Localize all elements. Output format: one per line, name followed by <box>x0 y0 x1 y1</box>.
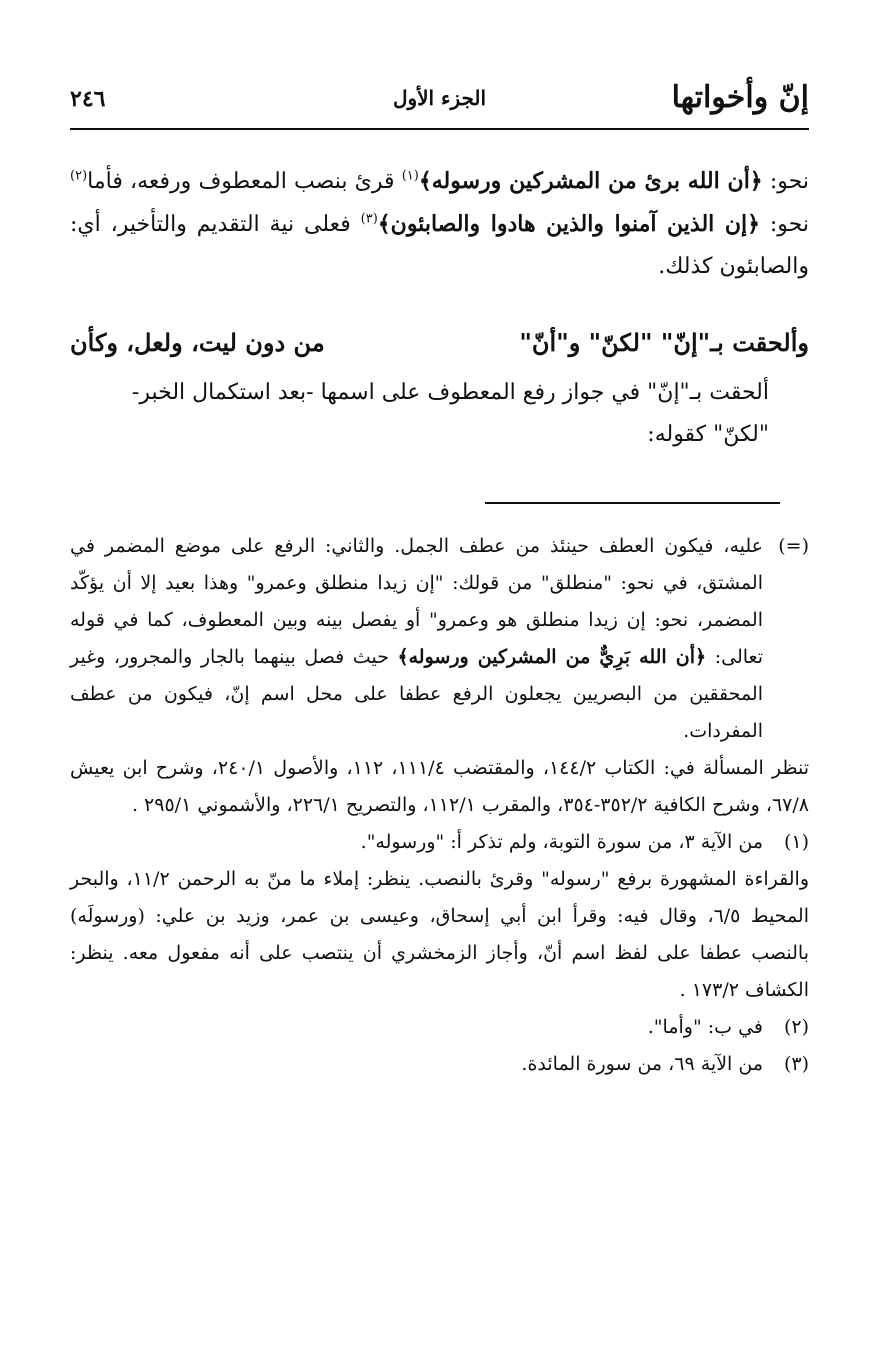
footnote-mark: (٣) <box>783 1053 809 1075</box>
footnote-mark: (١) <box>783 831 809 853</box>
text-run: عليه، فيكون العطف حينئذ من عطف الجمل. والثاني: الرفع على موضع المضمر في المشتق، في نحو: "منطلق" من قولك: "إن زيدا منطلق وعمرو" وهذا بعيد إلا أن يؤكّد المضمر، نحو: إن زيدا منطلق هو وعمرو" أو يفصل بينه وبين المعطوف، كما في قوله تعالى: <box>70 535 763 668</box>
footnote-body: من الآية ٦٩، من سورة المائدة. <box>521 1053 763 1075</box>
footnotes <box>70 528 809 1083</box>
chapter-title: إنّ وأخواتها <box>671 80 809 115</box>
footnote-1-continuation: والقراءة المشهورة برفع "رسوله" وقرئ بالنصب. ينظر: إملاء ما منّ به الرحمن ١١/٢، والبحر المحيط ٦/٥، وقال فيه: وقرأ ابن أبي إسحاق، وعيسى بن عمر، وزيد بن علي: (ورسولَه) بالنصب عطفا على لفظ اسم أنّ، وأجاز الزمخشري أن ينتصب على أنه مفعول معه. ينظر: الكشاف ١٧٣/٢ . <box>70 868 809 1001</box>
footnote-body <box>70 528 763 750</box>
text-run: نحو: <box>760 212 809 237</box>
footnote-continued <box>70 528 809 750</box>
page-header <box>70 80 809 124</box>
footnote-2 <box>70 1009 809 1046</box>
footnote-ref: (٣) <box>360 211 378 227</box>
footnote-ref: (١) <box>401 168 419 184</box>
poem-second-hemistich: من دون ليت، ولعل، وكأن <box>70 328 325 357</box>
footnote-body: من الآية ٣، من سورة التوبة، ولم تذكر أ: "ورسوله". <box>360 831 763 853</box>
footnote-3 <box>70 1046 809 1083</box>
footnote-mark: (٢) <box>783 1016 809 1038</box>
quran-verse: ﴿أن الله بَرِيٌّ من المشركين ورسوله﴾ <box>397 646 707 668</box>
explanation-text <box>70 372 769 456</box>
page-number: ٢٤٦ <box>70 86 106 112</box>
text-run: فعلى نية التقديم والتأخير، أي: والصابئون كذلك. <box>70 212 809 279</box>
explanation-line: "لكنّ" كقوله: <box>647 422 769 447</box>
footnote-body: في ب: "وأما". <box>647 1016 763 1038</box>
quran-verse: ﴿إن الذين آمنوا والذين هادوا والصابئون﴾ <box>377 211 761 237</box>
footnote-mark: (=) <box>778 535 809 557</box>
explanation-line: ألحقت بـ"إنّ" في جواز رفع المعطوف على اسمها -بعد استكمال الخبر- <box>131 380 769 405</box>
header-rule <box>70 128 809 130</box>
text-run: نحو: <box>762 169 809 194</box>
main-text <box>70 160 809 288</box>
footnote-separator <box>485 502 780 504</box>
footnote-sources: تنظر المسألة في: الكتاب ١٤٤/٢، والمقتضب ١١١/٤، ١١٢، والأصول ٢٤٠/١، وشرح ابن يعيش ٦٧/٨، وشرح الكافية ٣٥٢/٢-٣٥٤، والمقرب ١١٢/١، والتصريح ٢٢٦/١، والأشموني ٢٩٥/١ . <box>70 757 809 816</box>
part-label: الجزء الأول <box>392 86 487 110</box>
text-run: قرئ بنصب المعطوف ورفعه، فأما <box>87 169 402 194</box>
footnote-ref: (٢) <box>70 168 88 184</box>
quran-verse: ﴿أن الله برئ من المشركين ورسوله﴾ <box>418 168 763 194</box>
main-paragraph <box>70 160 809 288</box>
text-run: حيث فصل بينهما بالجار والمجرور، وغير المحققين من البصريين يجعلون الرفع عطفا على محل اسم إنّ، فيكون من عطف المفردات. <box>70 646 763 742</box>
footnote-1 <box>70 824 809 861</box>
poem-verse <box>70 328 809 368</box>
poem-first-hemistich: وألحقت بـ"إنّ" "لكنّ" و"أنّ" <box>519 328 809 357</box>
